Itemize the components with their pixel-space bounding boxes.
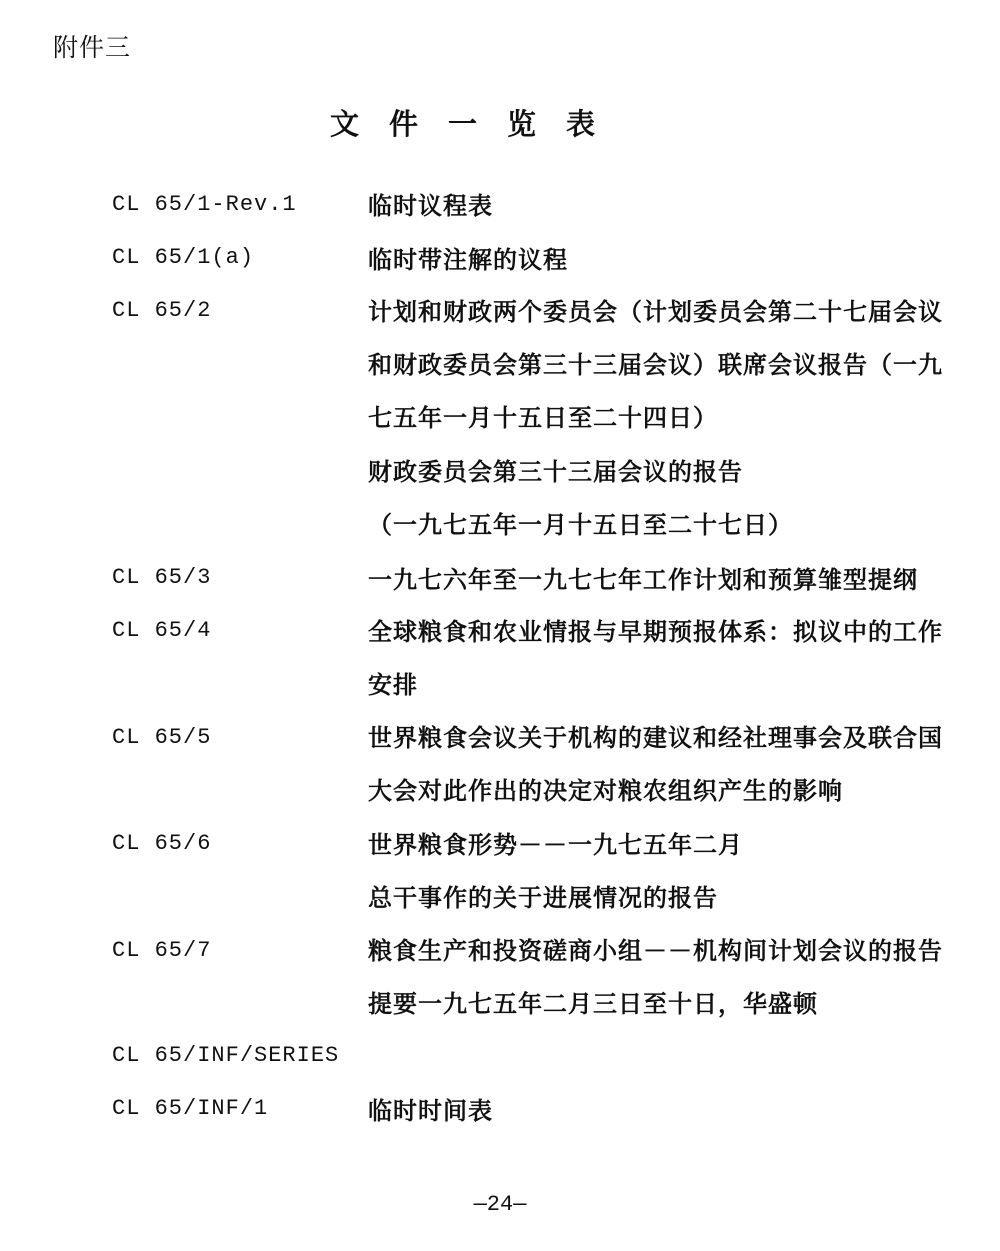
doc-description-line: 安排 xyxy=(368,671,418,699)
doc-description-line: 世界粮食形势－－一九七五年二月 xyxy=(368,831,743,859)
doc-description-line: 七五年一月十五日至二十四日） xyxy=(368,404,718,432)
doc-description-line: 临时议程表 xyxy=(368,192,493,220)
doc-description-line: 世界粮食会议关于机构的建议和经社理事会及联合国 xyxy=(368,724,943,752)
doc-description-line: 临时时间表 xyxy=(368,1097,493,1125)
doc-description-line: 全球粮食和农业情报与早期预报体系：拟议中的工作 xyxy=(368,618,943,646)
doc-description-line: 粮食生产和投资磋商小组－－机构间计划会议的报告 xyxy=(368,937,943,965)
doc-description-line: 提要一九七五年二月三日至十日，华盛顿 xyxy=(368,990,818,1018)
doc-description-line: 计划和财政两个委员会（计划委员会第二十七届会议 xyxy=(368,298,943,326)
doc-description-line: （一九七五年一月十五日至二十七日） xyxy=(368,511,793,539)
doc-code: CL 65/7 xyxy=(112,938,212,963)
doc-code: CL 65/INF/1 xyxy=(112,1096,269,1121)
doc-description-line: 临时带注解的议程 xyxy=(368,246,568,274)
doc-description-line: 财政委员会第三十三届会议的报告 xyxy=(368,458,743,486)
doc-code: CL 65/1-Rev.1 xyxy=(112,192,297,217)
document-title: 文件一览表 xyxy=(330,107,626,141)
doc-code: CL 65/6 xyxy=(112,831,212,856)
doc-description-line: 和财政委员会第三十三届会议）联席会议报告（一九 xyxy=(368,351,943,379)
annex-label: 附件三 xyxy=(53,33,132,62)
doc-code: CL 65/1(a) xyxy=(112,245,255,270)
doc-code: CL 65/5 xyxy=(112,725,212,750)
doc-code: CL 65/INF/SERIES xyxy=(112,1043,340,1068)
doc-description-line: 总干事作的关于进展情况的报告 xyxy=(368,884,718,912)
doc-code: CL 65/2 xyxy=(112,298,212,323)
doc-description-line: 大会对此作出的决定对粮农组织产生的影响 xyxy=(368,777,843,805)
doc-description-line: 一九七六年至一九七七年工作计划和预算雏型提纲 xyxy=(368,566,918,594)
doc-code: CL 65/3 xyxy=(112,565,212,590)
page-number: —24— xyxy=(473,1192,527,1217)
doc-code: CL 65/4 xyxy=(112,618,212,643)
